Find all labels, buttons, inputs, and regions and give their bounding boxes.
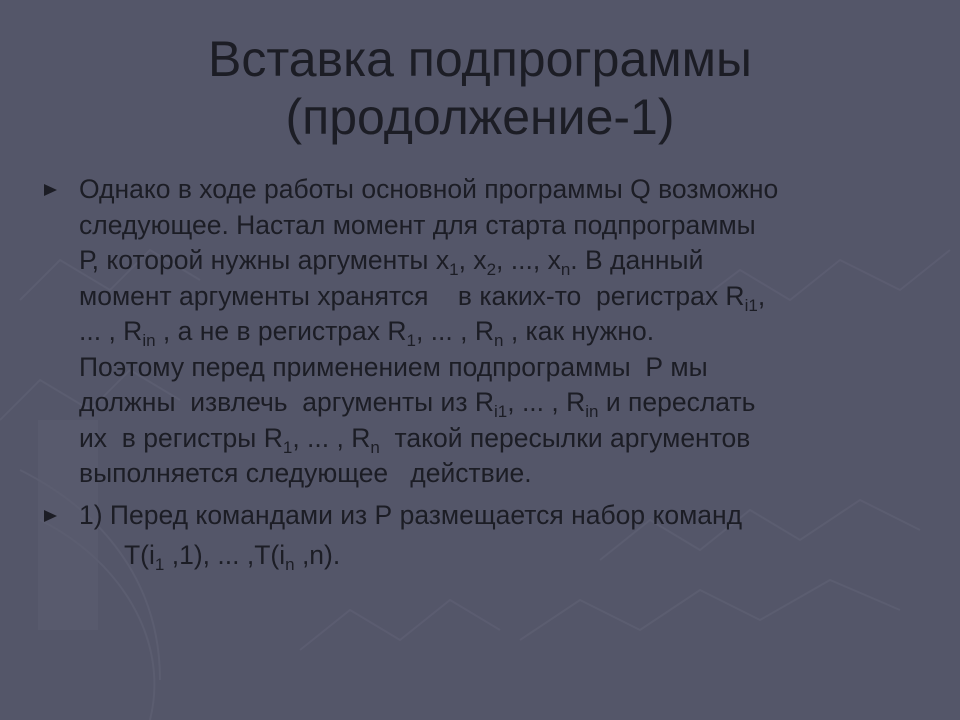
text-line: $T(i_1$ ,1), ... $,T(i_n$ ,n).	[124, 540, 341, 574]
text-line: их в регистры $R_1$, ... , $R_n$ такой пересылки аргументов	[79, 422, 751, 457]
bullet-list	[44, 172, 924, 574]
triangle-bullet-icon	[44, 510, 57, 522]
text-line: должны извлечь аргументы из $R_{i1}$, ... , $R_{in}$ и переслать	[79, 387, 756, 421]
text-line: ... , $R_{in}$ , а не в регистрах $R_1$, ... , $R_n$ , как нужно.	[79, 316, 655, 350]
text-line: выполняется следующее действие.	[79, 458, 532, 488]
text-line: момент аргументы хранятся в каких-то регистрах $R_{i1}$,	[79, 280, 766, 315]
bullet-item-2	[44, 498, 924, 574]
text-line: 1) Перед командами из Р размещается набор команд	[79, 499, 743, 530]
text-line: следующее. Настал момент для старта подпрограммы	[79, 209, 756, 240]
text-line: Поэтому перед применением подпрограммы Р мы	[79, 351, 708, 382]
bullet-item-2-text	[79, 498, 924, 574]
slide-title	[40, 30, 920, 146]
text-line: Однако в ходе работы основной программы Q возможно	[79, 174, 779, 204]
slide-title-line-2: (продолжение-1)	[285, 89, 675, 145]
text-line: Р, которой нужны аргументы $x_1$, $x_2$, ..., $x_n$. В данный	[79, 245, 704, 279]
bullet-item-1	[44, 172, 924, 492]
slide-title-line-1: Вставка подпрограммы	[208, 31, 752, 87]
triangle-bullet-icon	[44, 184, 57, 196]
bullet-item-1-text	[79, 172, 924, 492]
